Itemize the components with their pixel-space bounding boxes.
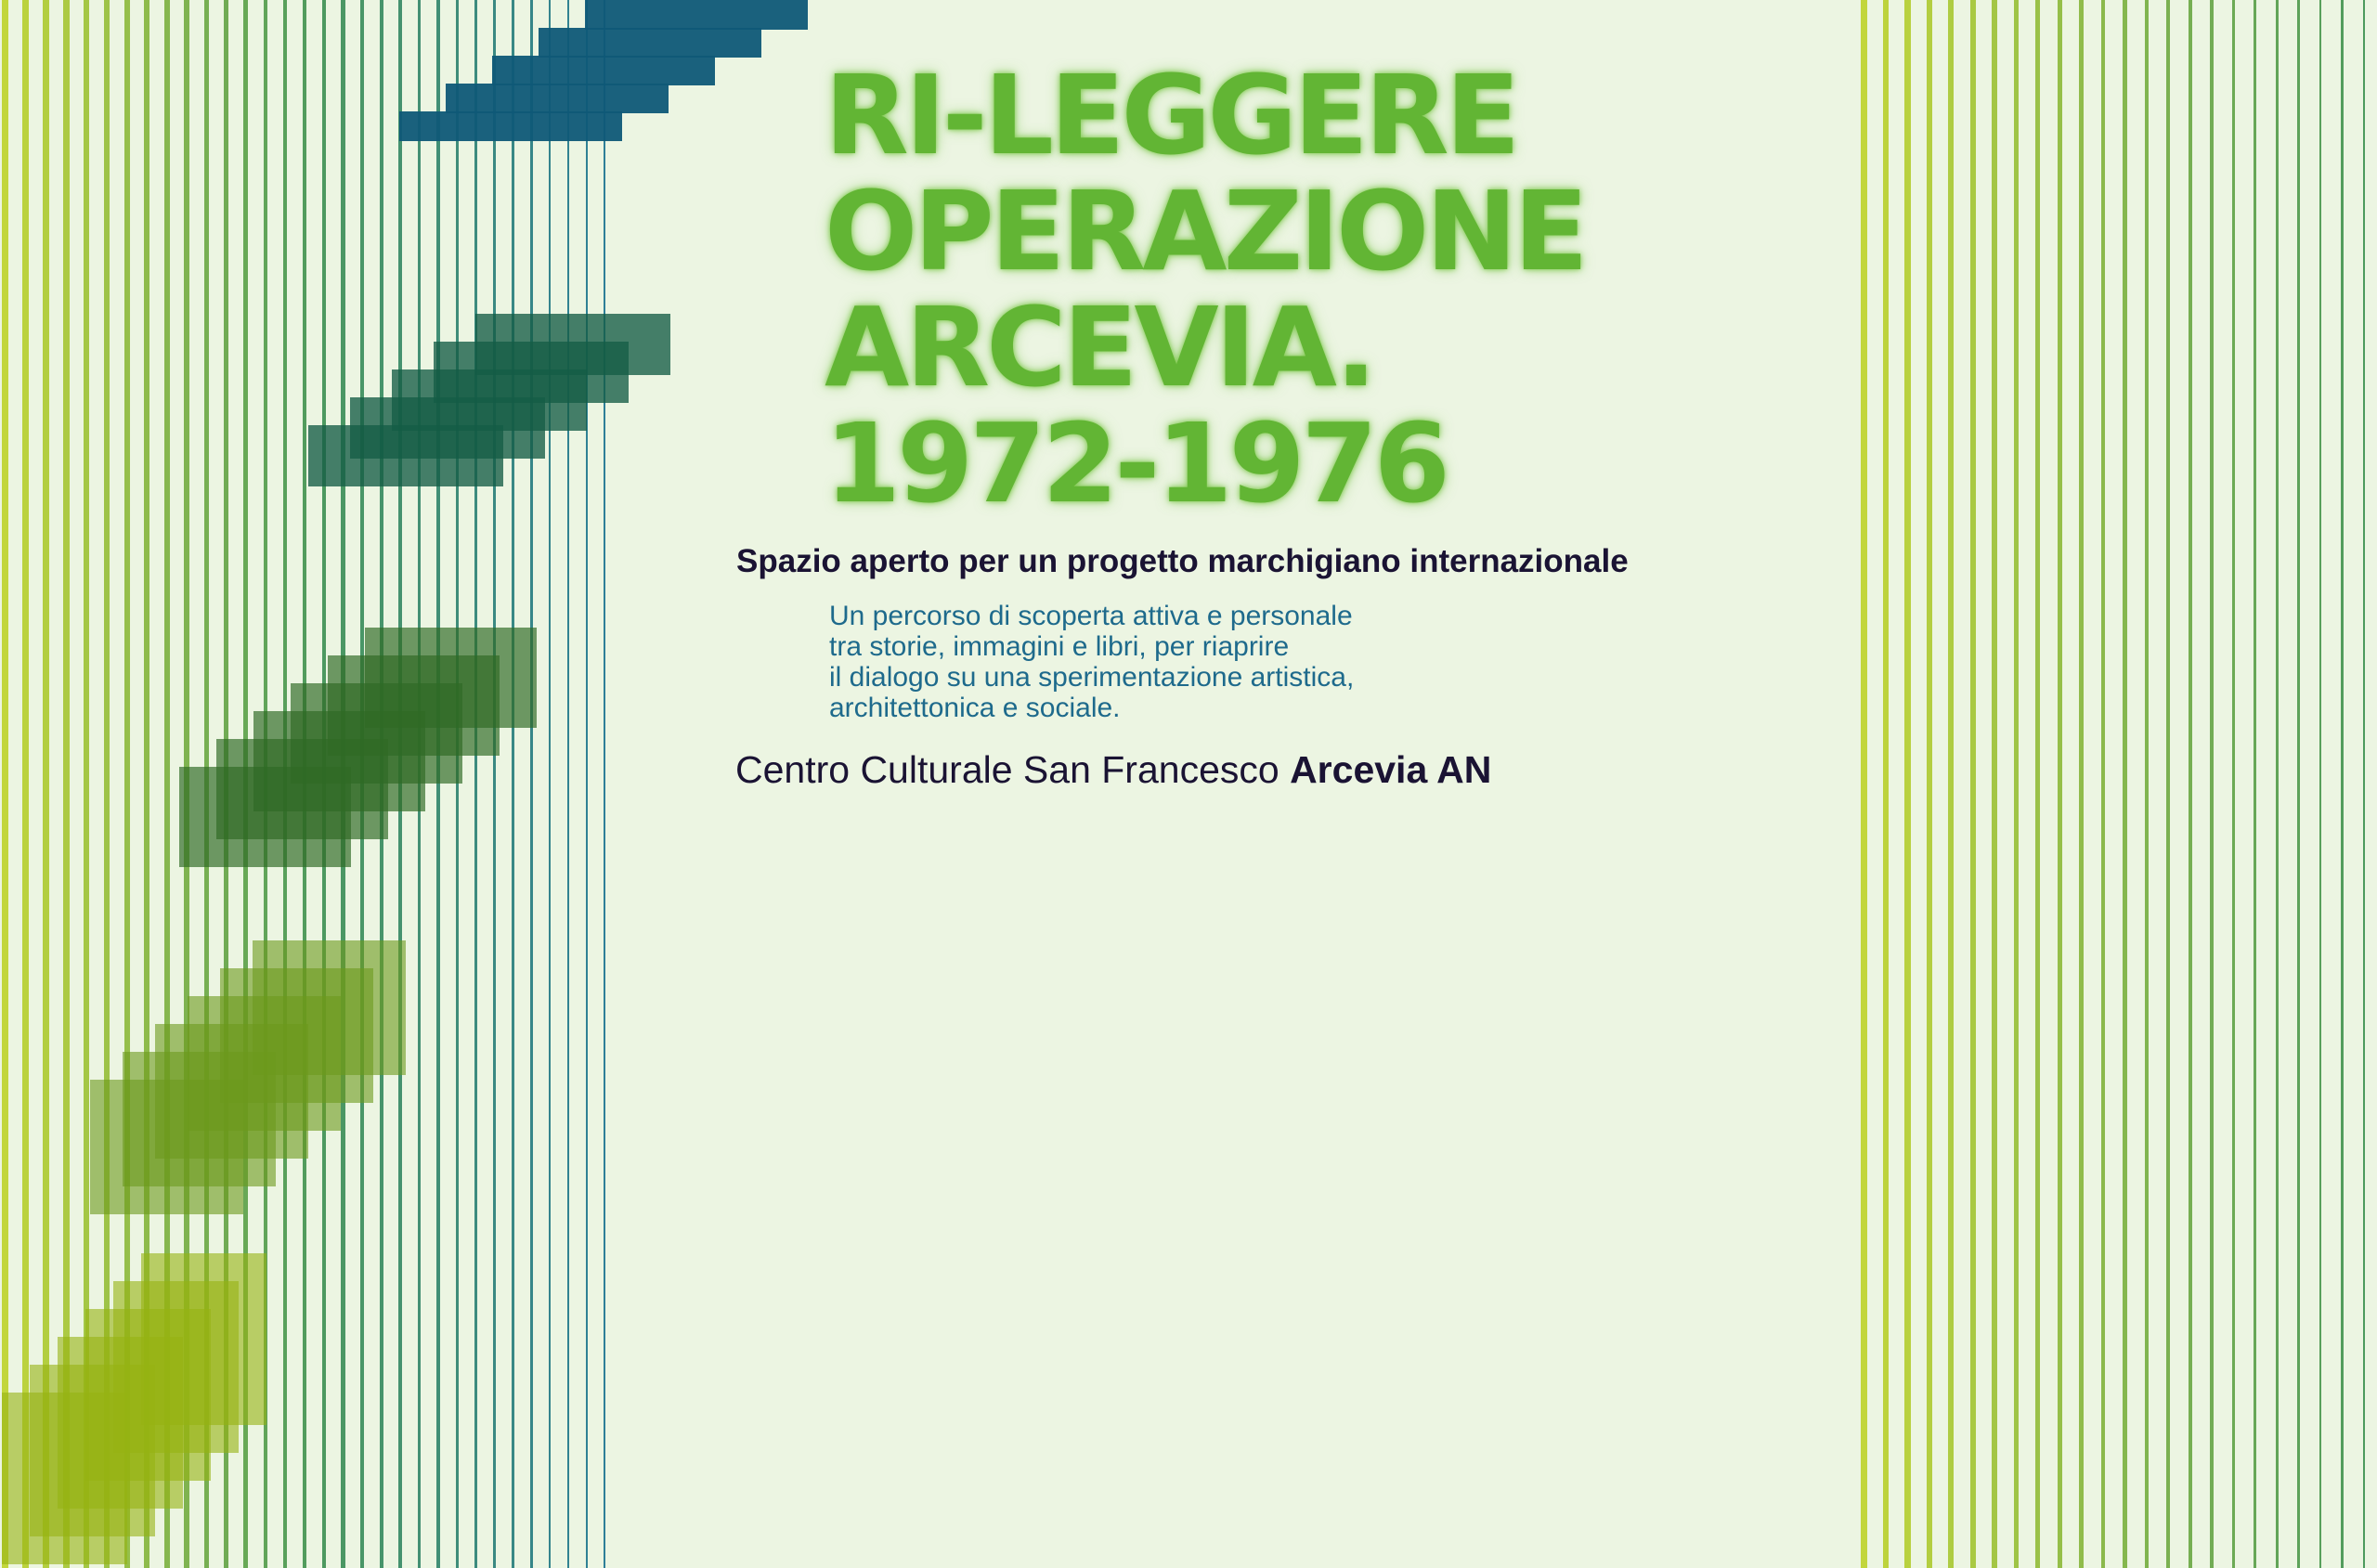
title-line: OPERAZIONE: [825, 167, 1585, 295]
poster-title: [825, 51, 1585, 527]
stripe: [2058, 0, 2062, 1568]
title-line: 1972-1976: [825, 399, 1447, 527]
venue-place: Arcevia AN: [1290, 748, 1492, 791]
stripe: [2166, 0, 2170, 1568]
stair-step: [446, 84, 669, 113]
description-line: tra storie, immagini e libri, per riaprire: [829, 631, 1290, 662]
right-stripe-pattern: [1857, 0, 2377, 1568]
poster-subtitle: Spazio aperto per un progetto marchigiano internazionale: [736, 543, 1629, 579]
stripe: [1948, 0, 1954, 1568]
title-line: RI-LEGGERE: [825, 51, 1517, 179]
stripe: [1992, 0, 1997, 1568]
stripe: [2297, 0, 2300, 1568]
stair-step: [2, 1393, 127, 1564]
stripe: [2145, 0, 2149, 1568]
stripe: [1970, 0, 1976, 1568]
venue-line: [735, 748, 1491, 792]
stripe: [1861, 0, 1867, 1568]
stripe: [2363, 0, 2366, 1568]
stripe: [2014, 0, 2020, 1568]
stripe: [2079, 0, 2084, 1568]
stripe: [2210, 0, 2214, 1568]
description-line: Un percorso di scoperta attiva e personale: [829, 601, 1353, 631]
stripe: [1904, 0, 1911, 1568]
poster-description: [829, 601, 1354, 723]
stripe: [2123, 0, 2127, 1568]
stair-step: [308, 425, 503, 486]
stripe: [2276, 0, 2279, 1568]
title-line: ARCEVIA.: [825, 283, 1373, 411]
stripe: [2232, 0, 2236, 1568]
description-line: il dialogo su una sperimentazione artistica,: [829, 662, 1355, 693]
stripe: [2189, 0, 2192, 1568]
stripe: [2341, 0, 2344, 1568]
stripe: [2254, 0, 2256, 1568]
staircase-graphic: [0, 0, 836, 1568]
stripe: [2101, 0, 2106, 1568]
stair-step: [399, 111, 622, 141]
stair-step: [539, 28, 761, 58]
stripe: [1927, 0, 1932, 1568]
stair-step: [179, 767, 351, 867]
venue-name: Centro Culturale San Francesco: [735, 748, 1279, 791]
stripe: [2319, 0, 2322, 1568]
description-line: architettonica e sociale.: [829, 693, 1121, 723]
stair-step: [90, 1080, 243, 1214]
stair-step: [585, 0, 808, 30]
stripe: [2035, 0, 2040, 1568]
stripe: [1883, 0, 1890, 1568]
stair-step: [492, 56, 715, 85]
